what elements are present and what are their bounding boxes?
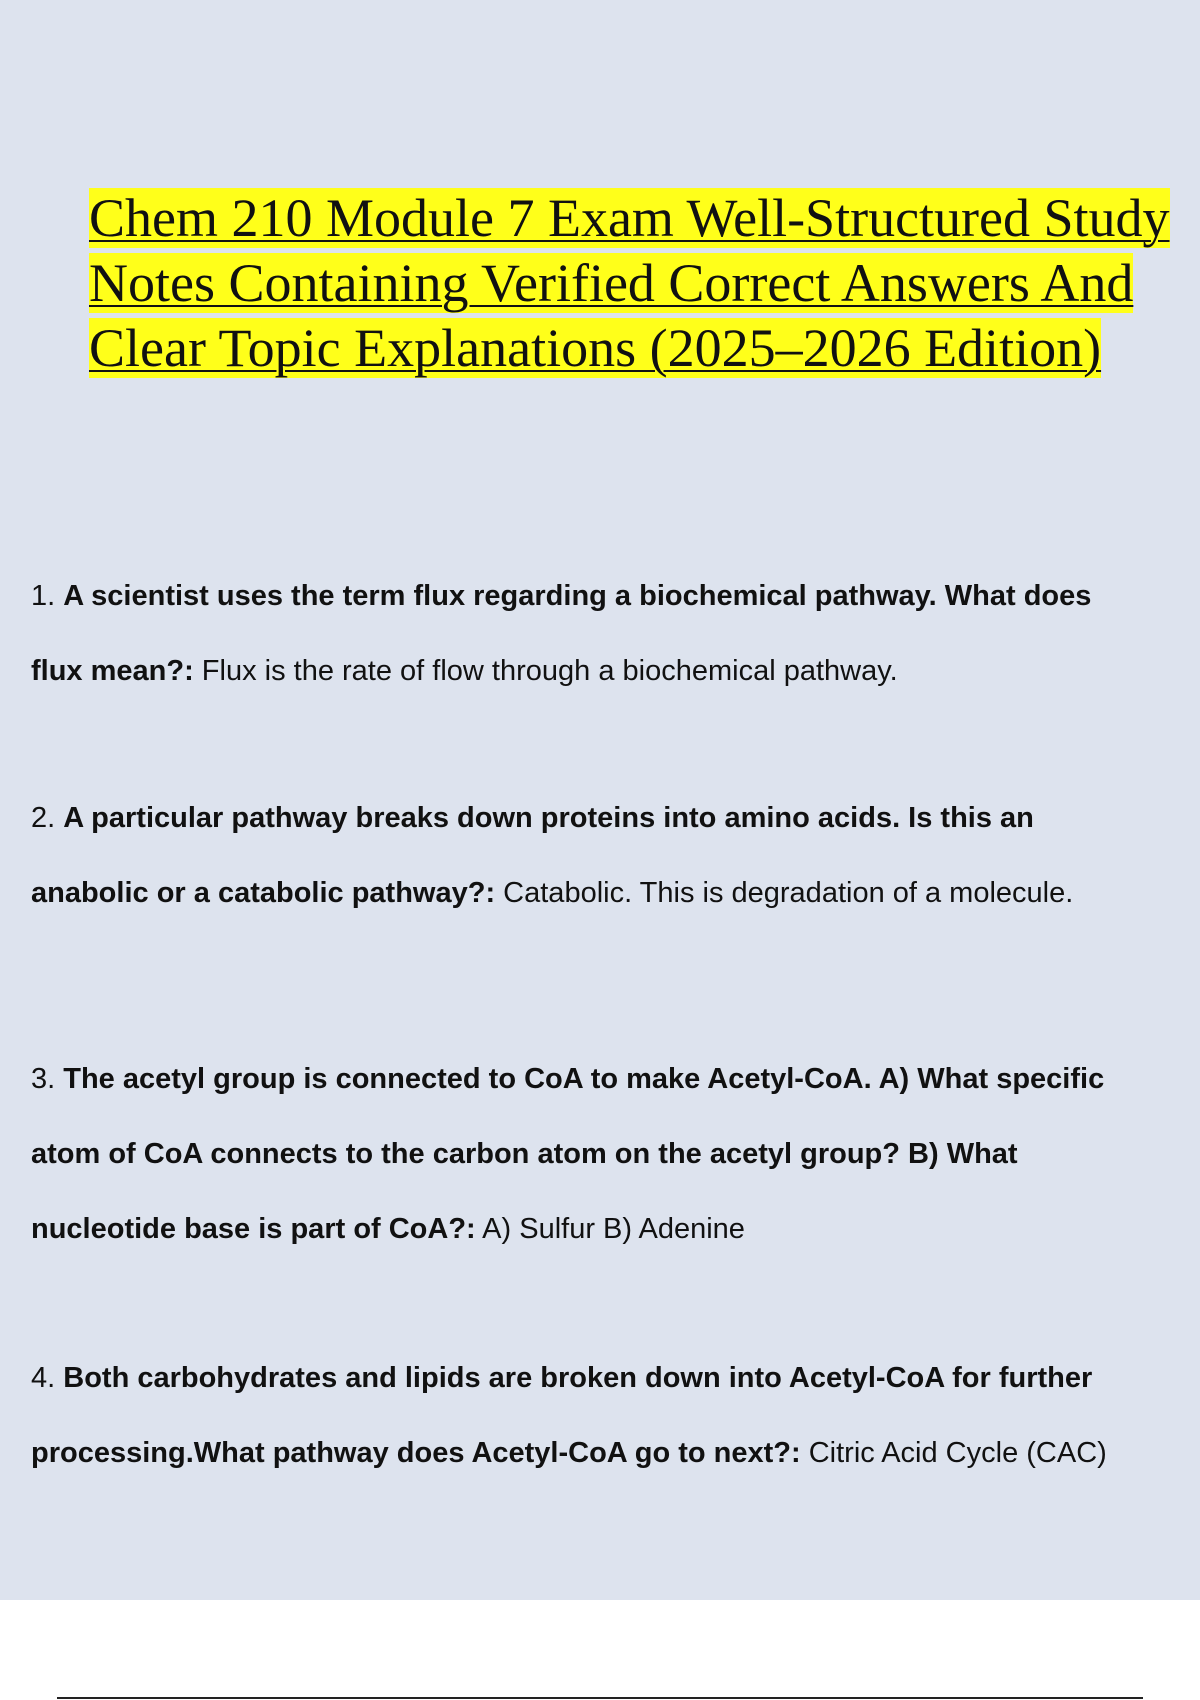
question-text: The acetyl group is connected to CoA to make Acetyl-CoA. A) What specific [63, 1063, 1105, 1095]
document-title [89, 186, 1200, 381]
question-text: anabolic or a catabolic pathway?: [31, 877, 496, 909]
question-number: 3. [31, 1063, 56, 1095]
question-3 [31, 1042, 1200, 1267]
title-line: Chem 210 Module 7 Exam Well-Structured Study [89, 188, 1170, 248]
question-1 [31, 559, 1200, 709]
answer-text: Flux is the rate of flow through a biochemical pathway. [193, 655, 898, 687]
question-line [31, 1117, 1200, 1192]
answer-text: Catabolic. This is degradation of a molecule. [495, 877, 1074, 909]
question-line [31, 856, 1200, 931]
question-line [31, 1192, 1200, 1267]
question-text: atom of CoA connects to the carbon atom on the acetyl group? B) What [31, 1138, 1018, 1170]
question-text: A particular pathway breaks down proteins into amino acids. Is this an [63, 802, 1034, 834]
question-line [31, 1341, 1200, 1416]
question-text: flux mean?: [31, 655, 194, 687]
question-line [31, 1042, 1200, 1117]
title-line: Notes Containing Verified Correct Answers And [89, 253, 1134, 313]
question-text: nucleotide base is part of CoA?: [31, 1213, 476, 1245]
question-number: 1. [31, 580, 56, 612]
title-line: Clear Topic Explanations (2025–2026 Edition) [89, 318, 1102, 378]
question-number: 2. [31, 802, 56, 834]
question-text: Both carbohydrates and lipids are broken down into Acetyl-CoA for further [63, 1362, 1093, 1394]
footer-rule [57, 1697, 1143, 1699]
answer-text: Citric Acid Cycle (CAC) [800, 1437, 1107, 1469]
question-number: 4. [31, 1362, 56, 1394]
question-text: A scientist uses the term flux regarding a biochemical pathway. What does [63, 580, 1092, 612]
answer-text: A) Sulfur B) Adenine [475, 1213, 745, 1245]
question-2 [31, 781, 1200, 931]
question-line [31, 634, 1200, 709]
question-line [31, 781, 1200, 856]
question-line [31, 559, 1200, 634]
question-text: processing.What pathway does Acetyl-CoA go to next?: [31, 1437, 801, 1469]
question-line [31, 1416, 1200, 1491]
question-4 [31, 1341, 1200, 1491]
